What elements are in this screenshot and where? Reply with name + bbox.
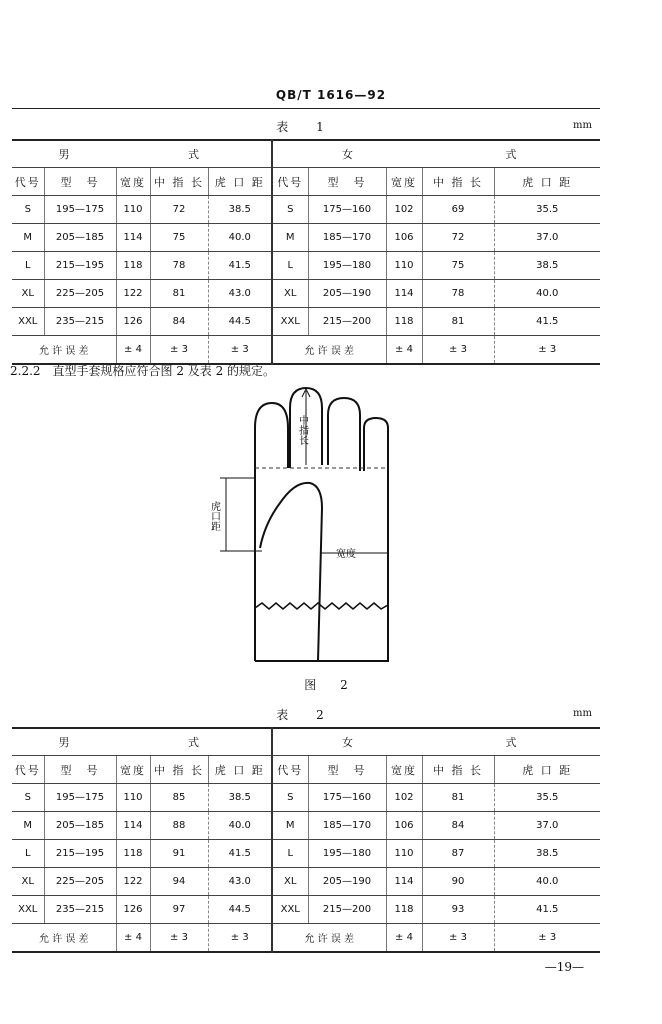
table-row bbox=[12, 812, 600, 840]
cell: 40.0 bbox=[494, 280, 600, 308]
table-2 bbox=[12, 727, 600, 953]
cell: 215—195 bbox=[44, 252, 116, 280]
cell: 215—195 bbox=[44, 840, 116, 868]
cell: 38.5 bbox=[208, 784, 272, 812]
cell: XL bbox=[272, 280, 308, 308]
header-rule bbox=[12, 108, 600, 109]
cell: ± 3 bbox=[150, 924, 208, 953]
cell: 式 bbox=[116, 728, 272, 756]
cell: 宽度 bbox=[386, 168, 422, 196]
cell: 88 bbox=[150, 812, 208, 840]
cell: 87 bbox=[422, 840, 494, 868]
cell: 75 bbox=[422, 252, 494, 280]
cell: 215—200 bbox=[308, 308, 386, 336]
label-middle-finger: 中指长 bbox=[296, 415, 308, 445]
cell: 允 许 误 差 bbox=[272, 336, 386, 365]
cell: 72 bbox=[422, 224, 494, 252]
cell: 宽度 bbox=[116, 756, 150, 784]
cell: 代号 bbox=[12, 168, 44, 196]
cell: XXL bbox=[272, 896, 308, 924]
cell: 44.5 bbox=[208, 308, 272, 336]
cell: 35.5 bbox=[494, 196, 600, 224]
cell: L bbox=[272, 840, 308, 868]
table-2-caption: 表 2 bbox=[276, 708, 336, 722]
cell: ± 3 bbox=[422, 924, 494, 953]
group-row bbox=[12, 140, 600, 168]
cell: XXL bbox=[12, 308, 44, 336]
cell: 126 bbox=[116, 308, 150, 336]
cell: 宽度 bbox=[386, 756, 422, 784]
cell: 114 bbox=[116, 224, 150, 252]
cell: 允 许 误 差 bbox=[272, 924, 386, 953]
cell: 85 bbox=[150, 784, 208, 812]
cell: S bbox=[272, 784, 308, 812]
cell: M bbox=[12, 812, 44, 840]
cell: 40.0 bbox=[208, 224, 272, 252]
cell: 118 bbox=[116, 840, 150, 868]
cell: 225—205 bbox=[44, 280, 116, 308]
cell: ± 4 bbox=[386, 336, 422, 365]
group-row bbox=[12, 728, 600, 756]
cell: 114 bbox=[386, 280, 422, 308]
cell: 虎 口 距 bbox=[494, 168, 600, 196]
cell: 型 号 bbox=[308, 756, 386, 784]
cell: 虎 口 距 bbox=[208, 168, 272, 196]
table-row bbox=[12, 224, 600, 252]
table-row bbox=[12, 252, 600, 280]
table-row bbox=[12, 784, 600, 812]
cell: 90 bbox=[422, 868, 494, 896]
cell: 女 bbox=[272, 140, 422, 168]
cell: 93 bbox=[422, 896, 494, 924]
cell: 225—205 bbox=[44, 868, 116, 896]
cell: 195—180 bbox=[308, 840, 386, 868]
cell: 205—190 bbox=[308, 280, 386, 308]
cell: 102 bbox=[386, 196, 422, 224]
cell: 110 bbox=[386, 840, 422, 868]
header-row bbox=[12, 168, 600, 196]
cell: 175—160 bbox=[308, 196, 386, 224]
cell: 41.5 bbox=[208, 252, 272, 280]
label-thumb-gap: 虎口距 bbox=[208, 501, 220, 531]
cell: ± 3 bbox=[494, 336, 600, 365]
cell: 185—170 bbox=[308, 224, 386, 252]
cell: 40.0 bbox=[208, 812, 272, 840]
table-row bbox=[12, 896, 600, 924]
cell: M bbox=[12, 224, 44, 252]
cell: 代号 bbox=[272, 168, 308, 196]
cell: 126 bbox=[116, 896, 150, 924]
cell: 41.5 bbox=[208, 840, 272, 868]
cell: 97 bbox=[150, 896, 208, 924]
cell: 78 bbox=[150, 252, 208, 280]
glove-cuff-line bbox=[255, 603, 388, 609]
cell: ± 3 bbox=[422, 336, 494, 365]
cell: 式 bbox=[116, 140, 272, 168]
cell: 106 bbox=[386, 812, 422, 840]
cell: 虎 口 距 bbox=[208, 756, 272, 784]
cell: 195—180 bbox=[308, 252, 386, 280]
cell: 中 指 长 bbox=[150, 756, 208, 784]
cell: 中 指 长 bbox=[422, 756, 494, 784]
cell: L bbox=[272, 252, 308, 280]
cell: ± 3 bbox=[208, 924, 272, 953]
cell: L bbox=[12, 252, 44, 280]
table-row bbox=[12, 280, 600, 308]
cell: 185—170 bbox=[308, 812, 386, 840]
cell: L bbox=[12, 840, 44, 868]
cell: S bbox=[272, 196, 308, 224]
cell: 型 号 bbox=[44, 756, 116, 784]
cell: 式 bbox=[422, 140, 600, 168]
cell: 205—190 bbox=[308, 868, 386, 896]
table-row bbox=[12, 868, 600, 896]
cell: 35.5 bbox=[494, 784, 600, 812]
cell: 男 bbox=[12, 728, 116, 756]
table-row bbox=[12, 840, 600, 868]
cell: 110 bbox=[116, 196, 150, 224]
tolerance-row bbox=[12, 336, 600, 365]
cell: 虎 口 距 bbox=[494, 756, 600, 784]
cell: 69 bbox=[422, 196, 494, 224]
cell: ± 3 bbox=[208, 336, 272, 365]
cell: 37.0 bbox=[494, 812, 600, 840]
cell: 122 bbox=[116, 280, 150, 308]
table-2-unit: mm bbox=[573, 708, 592, 719]
cell: 43.0 bbox=[208, 280, 272, 308]
cell: 宽度 bbox=[116, 168, 150, 196]
cell: 40.0 bbox=[494, 868, 600, 896]
cell: 205—185 bbox=[44, 224, 116, 252]
cell: 175—160 bbox=[308, 784, 386, 812]
cell: 81 bbox=[422, 784, 494, 812]
cell: 102 bbox=[386, 784, 422, 812]
cell: 78 bbox=[422, 280, 494, 308]
cell: ± 4 bbox=[116, 924, 150, 953]
cell: 41.5 bbox=[494, 308, 600, 336]
cell: 118 bbox=[386, 896, 422, 924]
cell: 代号 bbox=[12, 756, 44, 784]
cell: 41.5 bbox=[494, 896, 600, 924]
cell: 118 bbox=[386, 308, 422, 336]
table-1 bbox=[12, 139, 600, 365]
cell: ± 4 bbox=[116, 336, 150, 365]
cell: 235—215 bbox=[44, 896, 116, 924]
header-row bbox=[12, 756, 600, 784]
cell: 38.5 bbox=[494, 840, 600, 868]
cell: XXL bbox=[272, 308, 308, 336]
glove-thumb bbox=[260, 483, 322, 661]
table-row bbox=[12, 196, 600, 224]
cell: 37.0 bbox=[494, 224, 600, 252]
cell: XL bbox=[12, 868, 44, 896]
cell: 110 bbox=[386, 252, 422, 280]
section-2-2-2: 2.2.2 直型手套规格应符合图 2 及表 2 的规定。 bbox=[10, 364, 276, 378]
page-number: —19— bbox=[544, 960, 584, 974]
cell: 38.5 bbox=[494, 252, 600, 280]
cell: 型 号 bbox=[44, 168, 116, 196]
cell: ± 3 bbox=[494, 924, 600, 953]
cell: 84 bbox=[150, 308, 208, 336]
cell: 205—185 bbox=[44, 812, 116, 840]
cell: 122 bbox=[116, 868, 150, 896]
cell: 44.5 bbox=[208, 896, 272, 924]
cell: 81 bbox=[422, 308, 494, 336]
cell: 允 许 误 差 bbox=[12, 336, 116, 365]
cell: XL bbox=[272, 868, 308, 896]
glove-diagram bbox=[180, 383, 420, 673]
cell: 中 指 长 bbox=[422, 168, 494, 196]
cell: 43.0 bbox=[208, 868, 272, 896]
cell: 代号 bbox=[272, 756, 308, 784]
tolerance-row bbox=[12, 924, 600, 953]
cell: 72 bbox=[150, 196, 208, 224]
cell: 女 bbox=[272, 728, 422, 756]
cell: 75 bbox=[150, 224, 208, 252]
cell: ± 4 bbox=[386, 924, 422, 953]
table-row bbox=[12, 308, 600, 336]
cell: 式 bbox=[422, 728, 600, 756]
cell: 91 bbox=[150, 840, 208, 868]
cell: 106 bbox=[386, 224, 422, 252]
cell: S bbox=[12, 196, 44, 224]
cell: 允 许 误 差 bbox=[12, 924, 116, 953]
cell: 114 bbox=[116, 812, 150, 840]
table-1-caption: 表 1 bbox=[276, 120, 336, 134]
cell: 110 bbox=[116, 784, 150, 812]
cell: 235—215 bbox=[44, 308, 116, 336]
cell: 男 bbox=[12, 140, 116, 168]
cell: XXL bbox=[12, 896, 44, 924]
cell: ± 3 bbox=[150, 336, 208, 365]
cell: 94 bbox=[150, 868, 208, 896]
cell: M bbox=[272, 812, 308, 840]
label-width: 宽度 bbox=[336, 549, 356, 560]
cell: 114 bbox=[386, 868, 422, 896]
cell: M bbox=[272, 224, 308, 252]
cell: 195—175 bbox=[44, 196, 116, 224]
table-1-unit: mm bbox=[573, 120, 592, 131]
cell: 215—200 bbox=[308, 896, 386, 924]
cell: 195—175 bbox=[44, 784, 116, 812]
cell: 中 指 长 bbox=[150, 168, 208, 196]
cell: 84 bbox=[422, 812, 494, 840]
figure-2-caption: 图 2 bbox=[304, 678, 358, 692]
cell: XL bbox=[12, 280, 44, 308]
cell: 型 号 bbox=[308, 168, 386, 196]
cell: S bbox=[12, 784, 44, 812]
cell: 81 bbox=[150, 280, 208, 308]
document-header: QB/T 1616—92 bbox=[275, 88, 387, 102]
cell: 38.5 bbox=[208, 196, 272, 224]
cell: 118 bbox=[116, 252, 150, 280]
